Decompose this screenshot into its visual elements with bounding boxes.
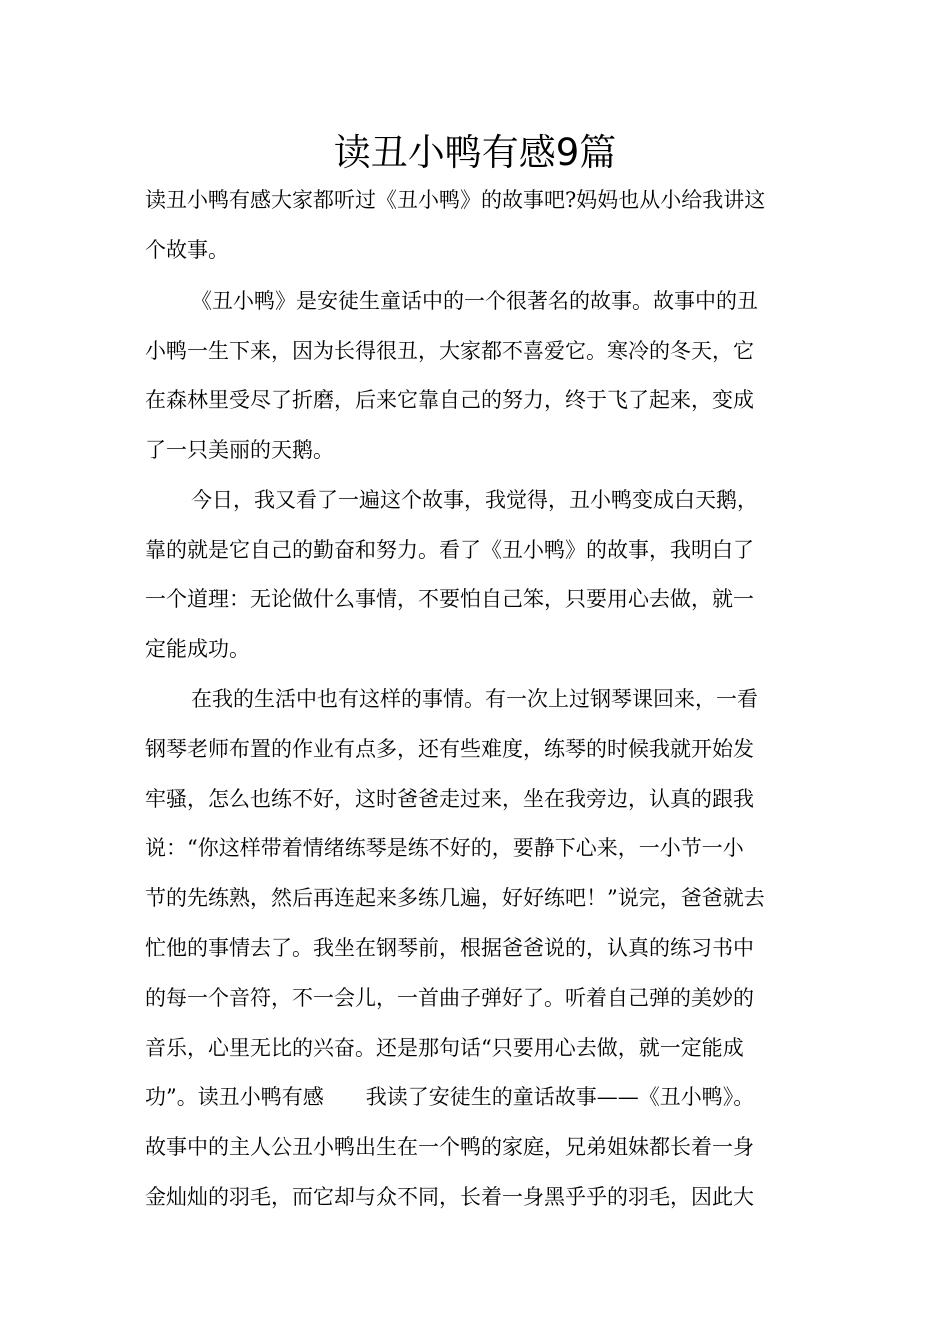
text-line: 定能成功。 <box>145 637 250 661</box>
text-line: 忙他的事情去了。我坐在钢琴前，根据爸爸说的，认真的练习书中 <box>145 936 754 960</box>
page-title: 读丑小鸭有感9篇 <box>333 131 617 174</box>
text-line: 在森林里受尽了折磨，后来它靠自己的努力，终于飞了起来，变成 <box>145 388 754 412</box>
paragraph-first-line: 在我的生活中也有这样的事情。有一次上过钢琴课回来，一看 <box>191 687 758 711</box>
text-line: 节的先练熟，然后再连起来多练几遍，好好练吧！”说完，爸爸就去 <box>145 886 765 910</box>
text-line: 的每一个音符，不一会儿，一首曲子弹好了。听着自己弹的美妙的 <box>145 986 754 1010</box>
text-line: 钢琴老师布置的作业有点多，还有些难度，练琴的时候我就开始发 <box>145 737 754 761</box>
text-line: 靠的就是它自己的勤奋和努力。看了《丑小鸭》的故事，我明白了 <box>145 538 754 562</box>
text-line: 音乐，心里无比的兴奋。还是那句话“只要用心去做，就一定能成 <box>145 1036 744 1060</box>
paragraph-first-line: 《丑小鸭》是安徒生童话中的一个很著名的故事。故事中的丑 <box>191 289 758 313</box>
text-line: 说：“你这样带着情绪练琴是练不好的，要静下心来，一小节一小 <box>145 836 744 860</box>
text-line: 故事中的主人公丑小鸭出生在一个鸭的家庭，兄弟姐妹都长着一身 <box>145 1135 754 1159</box>
text-line: 功”。读丑小鸭有感 我读了安徒生的童话故事——《丑小鸭》。 <box>145 1085 755 1109</box>
text-line: 金灿灿的羽毛，而它却与众不同，长着一身黑乎乎的羽毛，因此大 <box>145 1185 754 1209</box>
paragraph-first-line: 今日，我又看了一遍这个故事，我觉得，丑小鸭变成白天鹅， <box>191 488 758 512</box>
text-line: 一个道理：无论做什么事情，不要怕自己笨，只要用心去做，就一 <box>145 587 754 611</box>
text-line: 牢骚，怎么也练不好，这时爸爸走过来，坐在我旁边，认真的跟我 <box>145 787 754 811</box>
text-line: 读丑小鸭有感大家都听过《丑小鸭》的故事吧?妈妈也从小给我讲这 <box>145 188 766 212</box>
text-line: 小鸭一生下来，因为长得很丑，大家都不喜爱它。寒冷的冬天，它 <box>145 339 754 363</box>
text-line: 了一只美丽的天鹅。 <box>145 438 334 462</box>
text-line: 个故事。 <box>145 238 229 262</box>
